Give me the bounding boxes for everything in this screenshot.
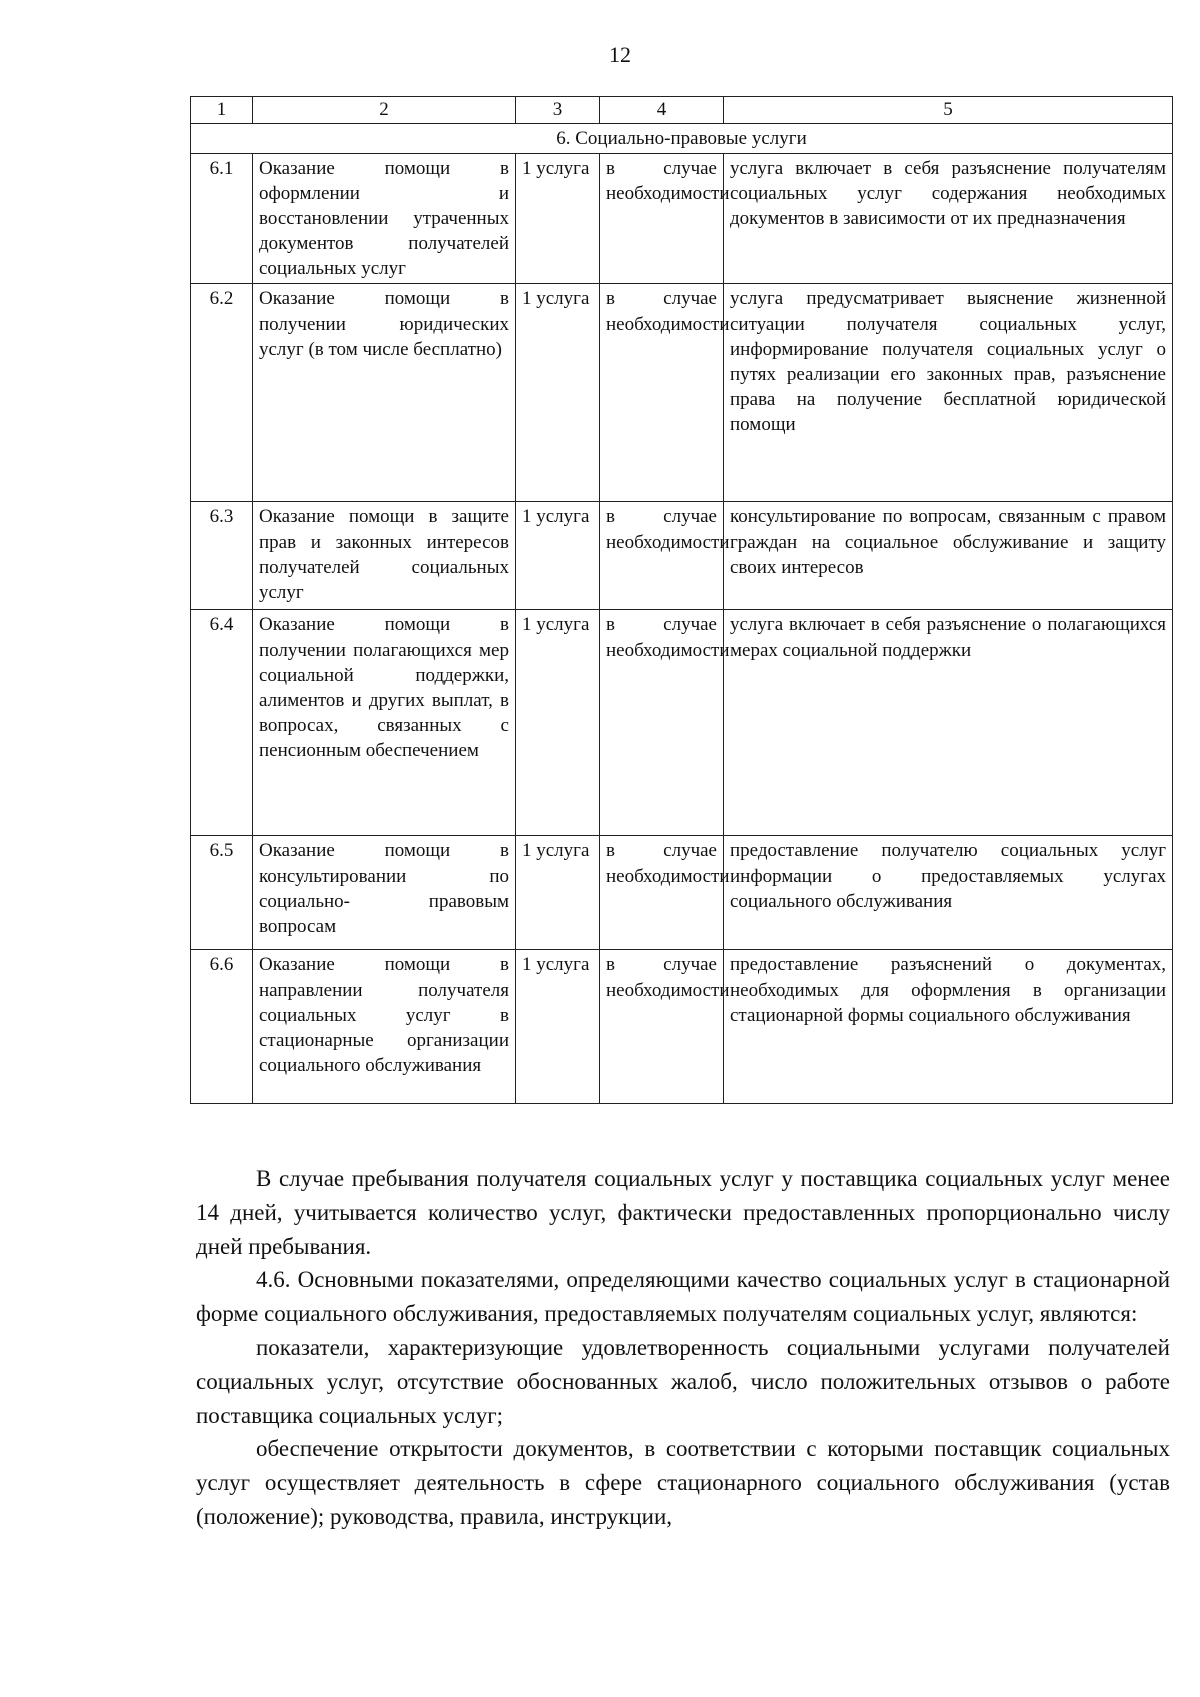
row-number: 6.2 bbox=[191, 284, 253, 502]
table-row bbox=[191, 284, 1173, 502]
service-frequency: в случае необходимости bbox=[600, 950, 724, 1104]
paragraph: 4.6. Основными показателями, определяющими качество социальных услуг в стационарной форме социального обслуживания, предоставляемых получателям социальных услуг, являются: bbox=[196, 1267, 1170, 1327]
service-description: услуга включает в себя разъяснение получателям социальных услуг содержания необходимых документов в зависимости от их предназначения bbox=[724, 154, 1173, 284]
service-description: консультирование по вопросам, связанным с правом граждан на социальное обслуживание и защиту своих интересов bbox=[724, 502, 1173, 610]
paragraph: показатели, характеризующие удовлетворенность социальными услугами получателей социальных услуг, отсутствие обоснованных жалоб, число положительных отзывов о работе поставщика социальных услуг; bbox=[196, 1334, 1170, 1428]
service-frequency: в случае необходимости bbox=[600, 610, 724, 836]
service-name: Оказание помощи в консультировании по социально- правовым вопросам bbox=[253, 836, 516, 950]
table-row bbox=[191, 154, 1173, 284]
service-quantity: 1 услуга bbox=[516, 836, 600, 950]
services-table bbox=[190, 96, 1173, 1104]
paragraph: В случае пребывания получателя социальных услуг у поставщика социальных услуг менее 14 дней, учитывается количество услуг, фактически предоставленных пропорционально числу дней пребывания. bbox=[196, 1166, 1170, 1259]
row-number: 6.5 bbox=[191, 836, 253, 950]
column-header: 1 bbox=[191, 97, 253, 124]
table-row bbox=[191, 502, 1173, 610]
service-description: предоставление разъяснений о документах, необходимых для оформления в организации стационарной формы социального обслуживания bbox=[724, 950, 1173, 1104]
service-frequency: в случае необходимости bbox=[600, 154, 724, 284]
column-header: 5 bbox=[724, 97, 1173, 124]
column-header: 3 bbox=[516, 97, 600, 124]
table-row bbox=[191, 610, 1173, 836]
section-title: 6. Социально-правовые услуги bbox=[191, 124, 1173, 154]
service-description: предоставление получателю социальных услуг информации о предоставляемых услугах социального обслуживания bbox=[724, 836, 1173, 950]
table-row bbox=[191, 836, 1173, 950]
service-frequency: в случае необходимости bbox=[600, 502, 724, 610]
row-number: 6.3 bbox=[191, 502, 253, 610]
service-quantity: 1 услуга bbox=[516, 950, 600, 1104]
service-description: услуга включает в себя разъяснение о полагающихся мерах социальной поддержки bbox=[724, 610, 1173, 836]
service-name: Оказание помощи в защите прав и законных интересов получателей социальных услуг bbox=[253, 502, 516, 610]
service-quantity: 1 услуга bbox=[516, 610, 600, 836]
service-quantity: 1 услуга bbox=[516, 154, 600, 284]
service-frequency: в случае необходимости bbox=[600, 284, 724, 502]
row-number: 6.6 bbox=[191, 950, 253, 1104]
page-number: 12 bbox=[609, 42, 631, 67]
row-number: 6.4 bbox=[191, 610, 253, 836]
service-quantity: 1 услуга bbox=[516, 502, 600, 610]
column-header: 2 bbox=[253, 97, 516, 124]
service-name: Оказание помощи в получении юридических услуг (в том числе бесплатно) bbox=[253, 284, 516, 502]
service-name: Оказание помощи в направлении получателя социальных услуг в стационарные организации социального обслуживания bbox=[253, 950, 516, 1104]
service-quantity: 1 услуга bbox=[516, 284, 600, 502]
paragraph: обеспечение открытости документов, в соответствии с которыми поставщик социальных услуг осуществляет деятельность в сфере стационарного социального обслуживания (устав (положение); руководства, правила, инструкции, bbox=[196, 1436, 1170, 1529]
service-name: Оказание помощи в оформлении и восстановлении утраченных документов получателей социальных услуг bbox=[253, 154, 516, 284]
table-row bbox=[191, 950, 1173, 1104]
table-header-row bbox=[191, 97, 1173, 124]
service-name: Оказание помощи в получении полагающихся мер социальной поддержки, алиментов и других выплат, в вопросах, связанных с пенсионным обеспечением bbox=[253, 610, 516, 836]
body-text bbox=[196, 1162, 1170, 1534]
section-row bbox=[191, 124, 1173, 154]
service-frequency: в случае необходимости bbox=[600, 836, 724, 950]
column-header: 4 bbox=[600, 97, 724, 124]
row-number: 6.1 bbox=[191, 154, 253, 284]
service-description: услуга предусматривает выяснение жизненной ситуации получателя социальных услуг, информирование получателя социальных услуг о путях реализации его законных прав, разъяснение права на получение бесплатной юридической помощи bbox=[724, 284, 1173, 502]
